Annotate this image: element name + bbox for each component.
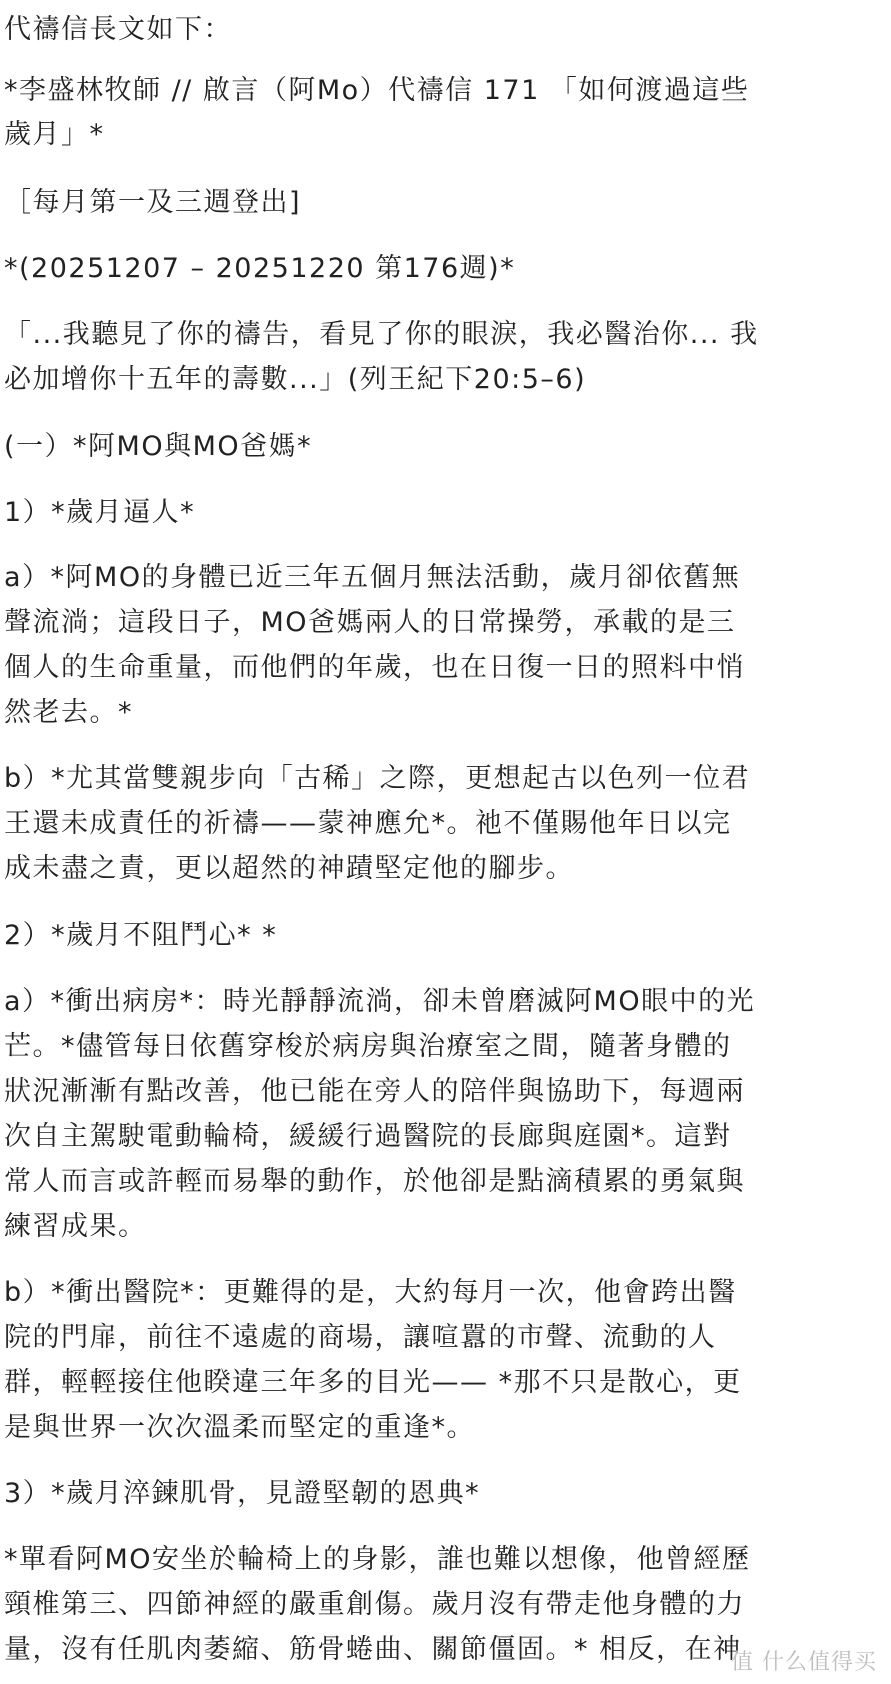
text-line: *單看阿MO安坐於輪椅上的身影，誰也難以想像，他曾經歷 — [4, 1544, 751, 1575]
text-line: 頸椎第三、四節神經的嚴重創傷。歲月沒有帶走他身體的力 — [4, 1589, 745, 1620]
watermark: 值 什么值得买 — [731, 1650, 877, 1675]
text-line: a）*衝出病房*：時光靜靜流淌，卻未曾磨滅阿MO眼中的光 — [4, 986, 756, 1017]
text-line: 是與世界一次次溫柔而堅定的重逢*。 — [4, 1412, 475, 1443]
text-line: a）*阿MO的身體已近三年五個月無法活動，歲月卻依舊無 — [4, 562, 741, 593]
text-line: 王還未成責任的祈禱——蒙神應允*。祂不僅賜他年日以完 — [4, 808, 732, 839]
text-line: ［每月第一及三週登出] — [4, 187, 302, 218]
text-line: 必加增你十五年的壽數...」(列王紀下20:5–6) — [4, 364, 587, 395]
text-line: b）*衝出醫院*：更難得的是，大約每月一次，他會跨出醫 — [4, 1277, 737, 1308]
text-line: *(20251207 – 20251220 第176週)* — [4, 253, 516, 284]
text-line: (一）*阿MO與MO爸媽* — [4, 431, 313, 462]
text-line: 練習成果。 — [4, 1211, 147, 1242]
text-line: 個人的生命重量，而他們的年歲，也在日復一日的照料中悄 — [4, 652, 745, 683]
text-line: 然老去。* — [4, 697, 133, 728]
text-line: 「...我聽見了你的禱告，看見了你的眼淚，我必醫治你... 我 — [4, 319, 759, 350]
text-line: 1）*歲月逼人* — [4, 497, 196, 528]
text-line: 常人而言或許輕而易舉的動作，於他卻是點滴積累的勇氣與 — [4, 1166, 745, 1197]
text-line: 歲月」* — [4, 119, 105, 150]
text-line: b）*尤其當雙親步向「古稀」之際，更想起古以色列一位君 — [4, 763, 751, 794]
text-line: 成未盡之責，更以超然的神蹟堅定他的腳步。 — [4, 853, 574, 884]
text-line: 量，沒有任肌肉萎縮、筋骨蜷曲、關節僵固。* 相反，在神 — [4, 1634, 742, 1665]
text-line: 狀況漸漸有點改善，他已能在旁人的陪伴與協助下，每週兩 — [4, 1076, 745, 1107]
text-line: 2）*歲月不阻鬥心* * — [4, 920, 278, 951]
text-line: 芒。*儘管每日依舊穿梭於病房與治療室之間，隨著身體的 — [4, 1031, 732, 1062]
text-line: 代禱信長文如下： — [4, 14, 232, 45]
text-line: 3）*歲月淬鍊肌骨，見證堅韌的恩典* — [4, 1478, 481, 1509]
text-line: 院的門扉，前往不遠處的商場，讓喧囂的市聲、流動的人 — [4, 1322, 717, 1353]
text-line: 次自主駕駛電動輪椅，緩緩行過醫院的長廊與庭園*。這對 — [4, 1121, 732, 1152]
text-line: 群，輕輕接住他睽違三年多的目光—— *那不只是散心，更 — [4, 1367, 742, 1398]
text-line: 聲流淌；這段日子，MO爸媽兩人的日常操勞，承載的是三 — [4, 607, 736, 638]
text-line: *李盛林牧師 // 啟言（阿Mo）代禱信 171 「如何渡過這些 — [4, 75, 750, 106]
